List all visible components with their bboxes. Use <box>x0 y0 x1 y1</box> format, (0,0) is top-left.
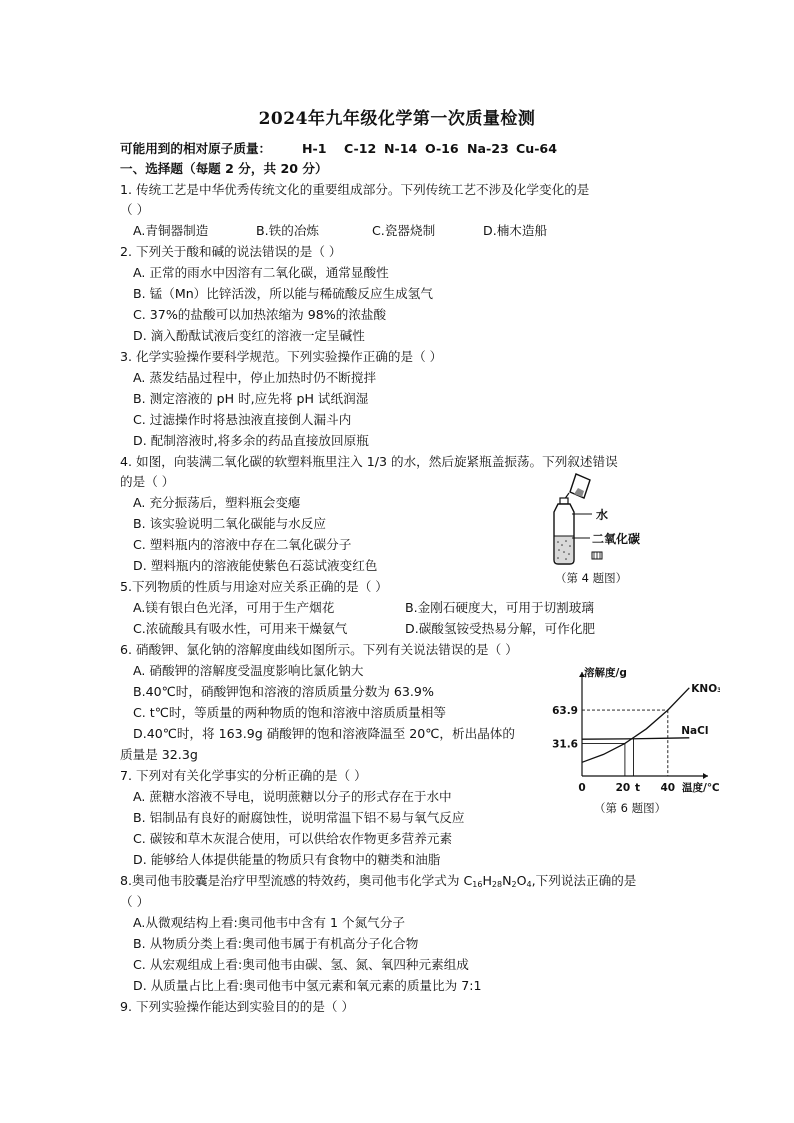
q6-option-a: A. 硝酸钾的溶解度受温度影响比氯化钠大 <box>133 663 364 678</box>
q5-option-d: D.碳酸氢铵受热易分解，可作化肥 <box>405 621 596 636</box>
q1-bracket: （ ） <box>120 202 150 217</box>
q1-stem: 1. 传统工艺是中华优秀传统文化的重要组成部分。下列传统工艺不涉及化学变化的是 <box>120 182 590 197</box>
series-label-1: NaCl <box>681 724 709 737</box>
q5-option-a: A.镁有银白色光泽，可用于生产烟花 <box>133 600 335 615</box>
q3-option-b: B. 测定溶液的 pH 时,应先将 pH 试纸润湿 <box>133 391 369 406</box>
q4-stem: 4. 如图，向装满二氧化碳的软塑料瓶里注入 1/3 的水，然后旋紧瓶盖振荡。下列叙述错误 <box>120 454 618 469</box>
pouring-beaker-icon <box>570 474 590 498</box>
atomic-masses-label: 可能用到的相对原子质量： <box>120 141 272 156</box>
q1-option-c: C.瓷器烧制 <box>372 223 436 238</box>
page-title: 2024年九年级化学第一次质量检测 <box>258 109 536 129</box>
q4-option-b: B. 该实验说明二氧化碳能与水反应 <box>133 516 326 531</box>
atomic-mass-cu: Cu-64 <box>516 141 557 156</box>
series-line-0 <box>582 688 689 763</box>
q3-stem: 3. 化学实验操作要科学规范。下列实验操作正确的是（ ） <box>120 349 443 364</box>
y-tick-label-1: 31.6 <box>552 738 578 751</box>
y-tick-label-0: 63.9 <box>552 705 578 718</box>
q9-stem: 9. 下列实验操作能达到实验目的的是（ ） <box>120 999 355 1014</box>
q4-option-d: D. 塑料瓶内的溶液能使紫色石蕊试液变红色 <box>133 558 378 573</box>
q4-water-label: 水 <box>596 508 609 522</box>
q8-option-b: B. 从物质分类上看:奥司他韦属于有机高分子化合物 <box>133 936 419 951</box>
q2-option-b: B. 锰（Mn）比锌活泼，所以能与稀硫酸反应生成氢气 <box>133 286 433 301</box>
bottle-cap-icon <box>592 552 602 559</box>
q7-option-b: B. 铝制品有良好的耐腐蚀性，说明常温下铝不易与氧气反应 <box>133 810 465 825</box>
x-tick-label-2: t <box>634 782 641 794</box>
q8-option-d: D. 从质量占比上看:奥司他韦中氢元素和氧元素的质量比为 7:1 <box>133 978 482 993</box>
q5-option-c: C.浓硫酸具有吸水性，可用来干燥氨气 <box>133 621 348 636</box>
q7-stem: 7. 下列对有关化学事实的分析正确的是（ ） <box>120 768 367 783</box>
q6-figure-caption: （第 6 题图） <box>594 801 667 815</box>
solubility-chart <box>548 666 720 796</box>
q1-option-b: B.铁的冶炼 <box>256 223 320 238</box>
q4-bottle-figure <box>540 470 650 570</box>
q5-stem: 5.下列物质的性质与用途对应关系正确的是（ ） <box>120 579 388 594</box>
q4-option-c: C. 塑料瓶内的溶液中存在二氧化碳分子 <box>133 537 352 552</box>
atomic-mass-n: N-14 <box>384 141 418 156</box>
q2-option-d: D. 滴入酚酞试液后变红的溶液一定呈碱性 <box>133 328 365 343</box>
atomic-mass-na: Na-23 <box>467 141 509 156</box>
q7-option-d: D. 能够给人体提供能量的物质只有食物中的糖类和油脂 <box>133 852 441 867</box>
y-axis-title: 溶解度/g <box>584 667 627 679</box>
q2-option-a: A. 正常的雨水中因溶有二氧化碳，通常显酸性 <box>133 265 389 280</box>
q6-stem: 6. 硝酸钾、氯化钠的溶解度曲线如图所示。下列有关说法错误的是（ ） <box>120 642 518 657</box>
x-tick-label-3: 40 <box>660 782 676 794</box>
q3-option-a: A. 蒸发结晶过程中，停止加热时仍不断搅拌 <box>133 370 377 385</box>
q8-bracket: （ ） <box>120 894 150 909</box>
q4-stem-cont: 的是（ ） <box>120 474 175 489</box>
q7-option-c: C. 碳铵和草木灰混合使用，可以供给农作物更多营养元素 <box>133 831 453 846</box>
q6-option-d-cont: 质量是 32.3g <box>120 747 198 762</box>
atomic-mass-o: O-16 <box>425 141 459 156</box>
q6-option-d: D.40℃时，将 163.9g 硝酸钾的饱和溶液降温至 20℃，析出晶体的 <box>133 726 515 741</box>
series-line-1 <box>582 738 689 739</box>
q8-option-a: A.从微观结构上看:奥司他韦中含有 1 个氮气分子 <box>133 915 405 930</box>
atomic-mass-c: C-12 <box>344 141 377 156</box>
q1-option-a: A.青铜器制造 <box>133 223 209 238</box>
q7-option-a: A. 蔗糖水溶液不导电，说明蔗糖以分子的形式存在于水中 <box>133 789 452 804</box>
q4-option-a: A. 充分振荡后，塑料瓶会变瘪 <box>133 495 301 510</box>
q3-option-c: C. 过滤操作时将悬浊液直接倒人漏斗内 <box>133 412 352 427</box>
q2-stem: 2. 下列关于酸和碱的说法错误的是（ ） <box>120 244 342 259</box>
x-axis-arrow <box>703 773 708 779</box>
q3-option-d: D. 配制溶液时,将多余的药品直接放回原瓶 <box>133 433 369 448</box>
series-label-0: KNO₃ <box>691 682 720 695</box>
section-heading: 一、选择题（每题 2 分，共 20 分） <box>120 161 328 176</box>
q5-option-b: B.金刚石硬度大，可用于切割玻璃 <box>405 600 594 615</box>
q1-option-d: D.楠木造船 <box>483 223 548 238</box>
q2-option-c: C. 37%的盐酸可以加热浓缩为 98%的浓盐酸 <box>133 307 387 322</box>
x-axis-title: 温度/℃ <box>682 782 720 794</box>
q6-option-c: C. t℃时，等质量的两种物质的饱和溶液中溶质质量相等 <box>133 705 446 720</box>
q4-co2-label: 二氧化碳 <box>592 532 641 546</box>
x-tick-label-1: 20 <box>615 782 631 794</box>
q6-option-b: B.40℃时，硝酸钾饱和溶液的溶质质量分数为 63.9% <box>133 684 434 699</box>
q8-stem: 8.奥司他韦胶囊是治疗甲型流感的特效药，奥司他韦化学式为 $C_{16}H_{28}N_2O_4$,下列说法正确的是 <box>120 873 637 889</box>
q8-option-c: C. 从宏观组成上看:奥司他韦由碳、氢、氮、氧四种元素组成 <box>133 957 469 972</box>
x-tick-label-0: 0 <box>578 782 586 794</box>
q4-figure-caption: （第 4 题图） <box>555 571 628 585</box>
plastic-bottle-icon <box>554 498 574 564</box>
atomic-mass-h: H-1 <box>302 141 327 156</box>
